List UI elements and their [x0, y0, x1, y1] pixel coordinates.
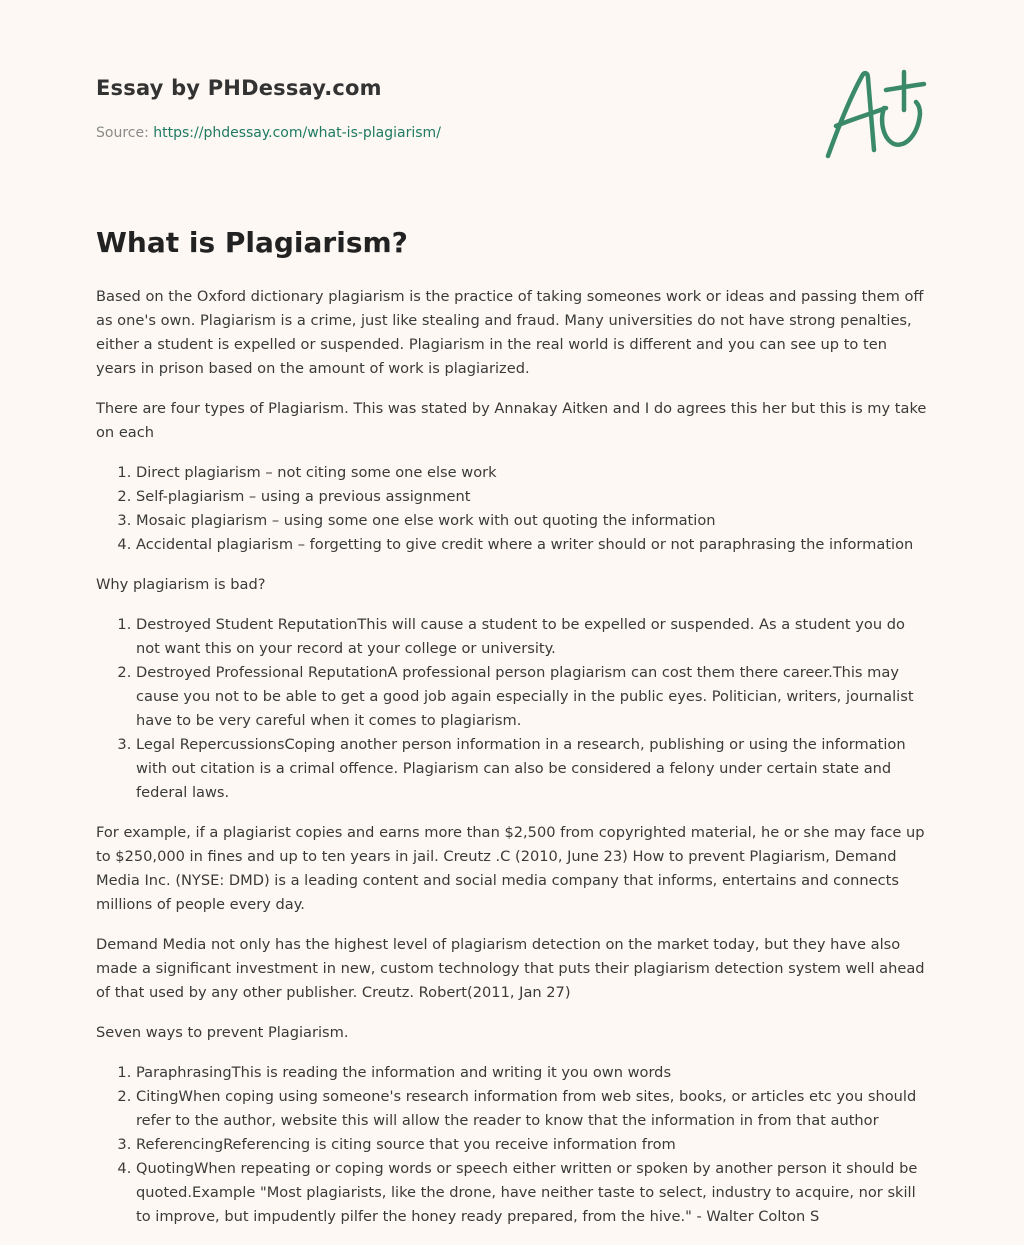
- page-header: [96, 76, 931, 176]
- paragraph-why-bad: Why plagiarism is bad?: [96, 576, 266, 593]
- ways-list: [96, 1061, 931, 1229]
- a-plus-logo-icon: [824, 68, 928, 164]
- paragraph-types-intro: There are four types of Plagiarism. This was stated by Annakay Aitken and I do agrees this her but this is my take on each: [96, 400, 927, 441]
- essay-body: [96, 285, 931, 1245]
- list-item: 3. Legal RepercussionsCoping another person information in a research, publishing or using the information with out citation is a crimal offence. Plagiarism can also be considered a felony under certain state and federal laws.: [136, 733, 931, 805]
- paragraph-intro: Based on the Oxford dictionary plagiarism is the practice of taking someones work or ideas and passing them off as one's own. Plagiarism is a crime, just like stealing and fraud. Many universities do not have strong penalties, either a student is expelled or suspended. Plagiarism in the real world is different and you can see up to ten years in prison based on the amount of work is plagiarized.: [96, 288, 924, 377]
- source-line: [96, 125, 441, 141]
- paragraph-demand-media: Demand Media not only has the highest level of plagiarism detection on the market today, but they have also made a significant investment in new, custom technology that puts their plagiarism detection system well ahead of that used by any other publisher. Creutz. Robert(2011, Jan 27): [96, 936, 925, 1001]
- list-item: 1. Destroyed Student ReputationThis will cause a student to be expelled or suspended. As a student you do not want this on your record at your college or university.: [136, 613, 931, 661]
- list-item: 2. Destroyed Professional ReputationA professional person plagiarism can cost them there career.This may cause you not to be able to get a good job again especially in the public eyes. Politician, writers, journalist have to be very careful when it comes to plagiarism.: [136, 661, 931, 733]
- list-item: 3. Mosaic plagiarism – using some one else work with out quoting the information: [136, 509, 931, 533]
- list-item: 1. Direct plagiarism – not citing some one else work: [136, 461, 931, 485]
- list-item: 4. Accidental plagiarism – forgetting to give credit where a writer should or not paraphrasing the information: [136, 533, 931, 557]
- source-label: Source:: [96, 125, 149, 141]
- list-item: 2. CitingWhen coping using someone's research information from web sites, books, or articles etc you should refer to the author, website this will allow the reader to know that the information in from that author: [136, 1085, 931, 1133]
- paragraph-example: For example, if a plagiarist copies and earns more than $2,500 from copyrighted material, he or she may face up to $250,000 in fines and up to ten years in jail. Creutz .C (2010, June 23) How to prevent Plagiarism, Demand Media Inc. (NYSE: DMD) is a leading content and social media company that informs, entertains and connects millions of people every day.: [96, 824, 925, 913]
- list-item: 4. QuotingWhen repeating or coping words or speech either written or spoken by another person it should be quoted.Example "Most plagiarists, like the drone, have neither taste to select, industry to acquire, nor skill to improve, but impudently pilfer the honey ready prepared, from the hive." - Walter Colton S: [136, 1157, 931, 1229]
- types-list: [96, 461, 931, 557]
- paragraph-seven-ways: Seven ways to prevent Plagiarism.: [96, 1024, 349, 1041]
- list-item: 2. Self-plagiarism – using a previous assignment: [136, 485, 931, 509]
- source-link[interactable]: https://phdessay.com/what-is-plagiarism/: [153, 125, 441, 141]
- reasons-list: [96, 613, 931, 805]
- site-brand: Essay by PHDessay.com: [96, 76, 382, 100]
- essay-title: What is Plagiarism?: [96, 226, 408, 259]
- list-item: 1. ParaphrasingThis is reading the information and writing it you own words: [136, 1061, 931, 1085]
- list-item: 3. ReferencingReferencing is citing source that you receive information from: [136, 1133, 931, 1157]
